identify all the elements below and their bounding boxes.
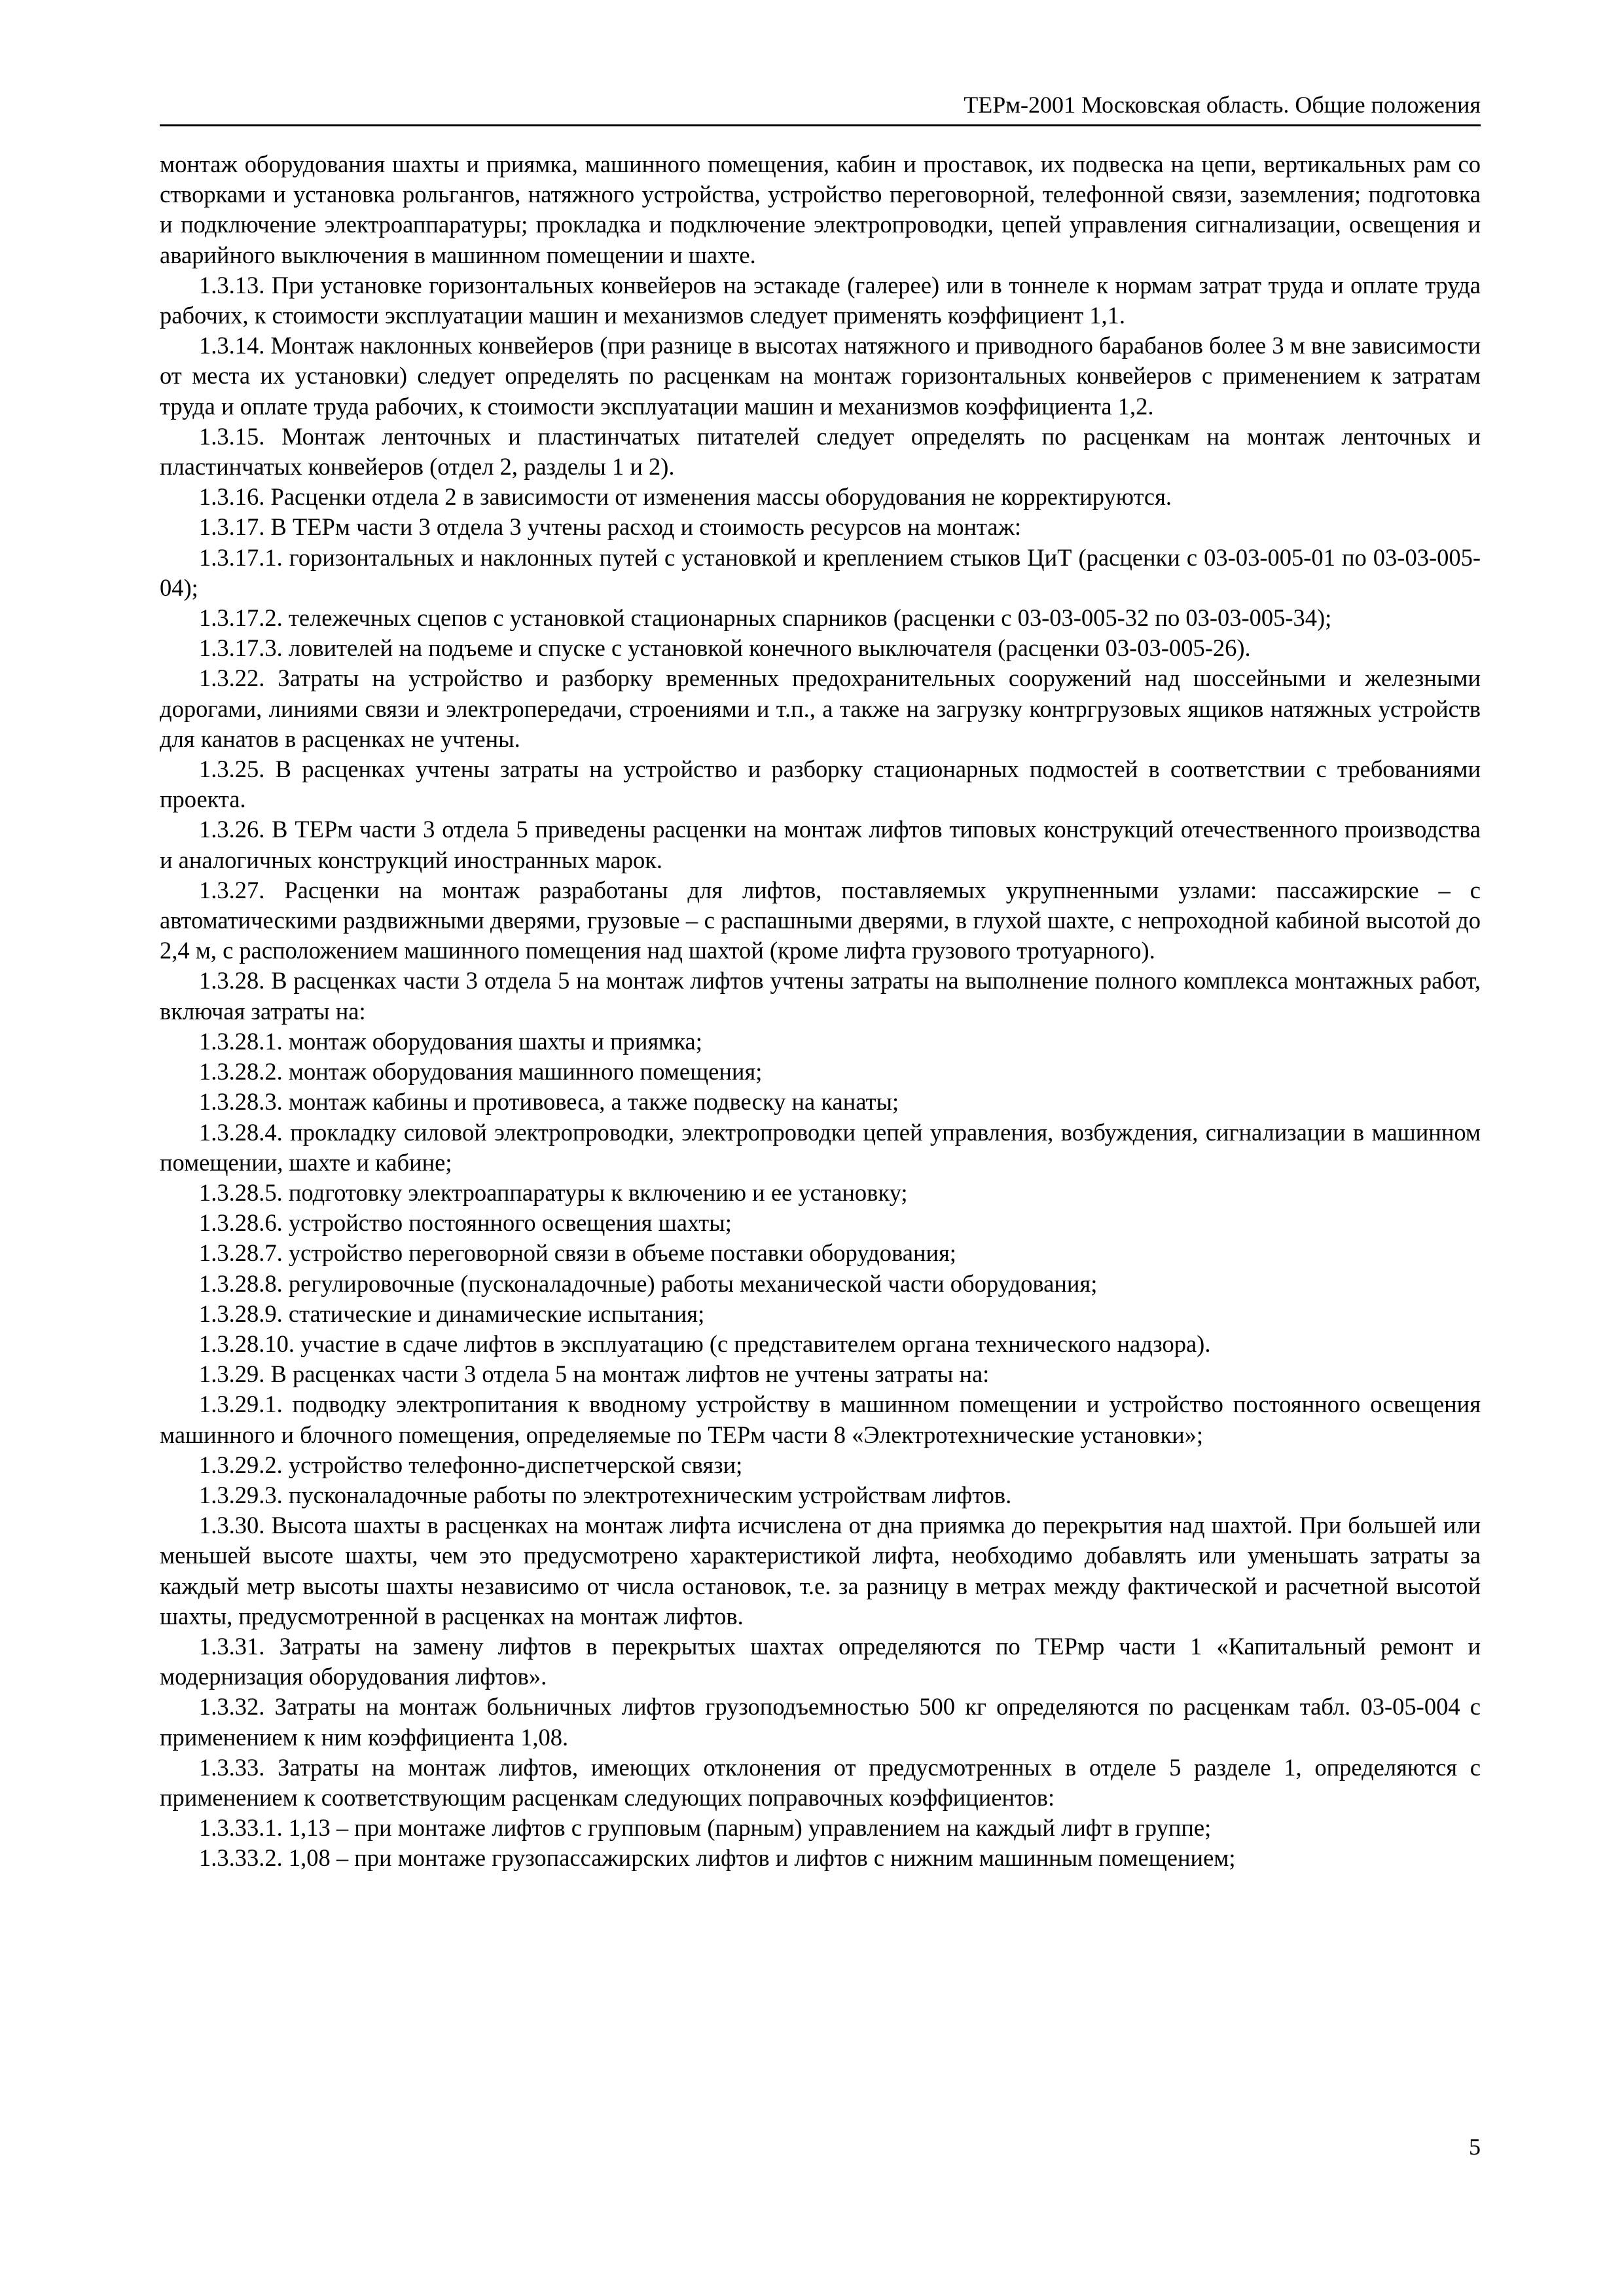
paragraph: 1.3.14. Монтаж наклонных конвейеров (при разнице в высотах натяжного и приводного барабанов более 3 м вне зависимости от места их установки) следует определять по расценкам на монтаж горизонтальных конвейеров с применением к затратам труда и оплате труда рабочих, к стоимости эксплуатации машин и механизмов коэффициента 1,2. [160,332,1481,420]
paragraph: 1.3.28.2. монтаж оборудования машинного помещения; [199,1058,763,1085]
paragraph: 1.3.29. В расценках части 3 отдела 5 на монтаж лифтов не учтены затраты на: [199,1360,990,1388]
paragraph: 1.3.29.2. устройство телефонно-диспетчерской связи; [199,1451,743,1478]
paragraph: 1.3.17.2. тележечных сцепов с установкой стационарных спарников (расценки с 03-03-005-32 по 03-03-005-34); [199,604,1332,632]
paragraph: 1.3.33.1. 1,13 – при монтаже лифтов с групповым (парным) управлением на каждый лифт в группе; [199,1814,1212,1842]
paragraph: 1.3.33. Затраты на монтаж лифтов, имеющих отклонения от предусмотренных в отделе 5 разделе 1, определяются с применением к соответствующим расценкам следующих поправочных коэффициентов: [160,1753,1481,1811]
paragraph: 1.3.33.2. 1,08 – при монтаже грузопассажирских лифтов и лифтов с нижним машинным помещением; [199,1844,1236,1872]
paragraph: 1.3.28.7. устройство переговорной связи в объеме поставки оборудования; [199,1239,956,1267]
paragraph: 1.3.15. Монтаж ленточных и пластинчатых питателей следует определять по расценкам на монтаж ленточных и пластинчатых конвейеров (отдел 2, разделы 1 и 2). [160,422,1481,481]
paragraph: 1.3.27. Расценки на монтаж разработаны для лифтов, поставляемых укрупненными узлами: пассажирские – с автоматическими раздвижными дверями, грузовые – с распашными дверями, в глухой шахте, с непроходной кабиной высотой до 2,4 м, с расположением машинного помещения над шахтой (кроме лифта грузового тротуарного). [160,876,1481,964]
paragraph: 1.3.28.10. участие в сдаче лифтов в эксплуатацию (с представителем органа технического надзора). [199,1330,1211,1357]
paragraph: 1.3.17. В ТЕРм части 3 отдела 3 учтены расход и стоимость ресурсов на монтаж: [199,513,1021,541]
paragraph: 1.3.28. В расценках части 3 отдела 5 на монтаж лифтов учтены затраты на выполнение полного комплекса монтажных работ, включая затраты на: [160,967,1481,1025]
paragraph: 1.3.28.5. подготовку электроаппаратуры к включению и ее установку; [199,1178,908,1206]
paragraph: 1.3.28.3. монтаж кабины и противовеса, а также подвеску на канаты; [199,1088,899,1116]
paragraph: 1.3.16. Расценки отдела 2 в зависимости от изменения массы оборудования не корректируются. [199,483,1172,511]
paragraph: 1.3.17.3. ловителей на подъеме и спуске с установкой конечного выключателя (расценки 03-03-005-26). [199,634,1251,662]
paragraph: 1.3.28.6. устройство постоянного освещения шахты; [199,1209,732,1237]
page-number: 5 [1469,2134,1481,2160]
paragraph: 1.3.17.1. горизонтальных и наклонных путей с установкой и креплением стыков ЦиТ (расценки с 03-03-005-01 по 03-03-005-04); [160,543,1481,601]
paragraph: 1.3.28.9. статические и динамические испытания; [199,1300,705,1327]
paragraph: 1.3.30. Высота шахты в расценках на монтаж лифта исчислена от дна приямка до перекрытия над шахтой. При большей или меньшей высоте шахты, чем это предусмотрено характеристикой лифта, необходимо добавлять или уменьшать затраты за каждый метр высоты шахты независимо от числа остановок, т.е. за разницу в метрах между фактической и расчетной высотой шахты, предусмотренной в расценках на монтаж лифтов. [160,1512,1481,1630]
body-text [160,149,1481,1874]
paragraph: 1.3.29.1. подводку электропитания к вводному устройству в машинном помещении и устройство постоянного освещения машинного и блочного помещения, определяемые по ТЕРм части 8 «Электротехнические установки»; [160,1391,1481,1448]
paragraph: 1.3.31. Затраты на замену лифтов в перекрытых шахтах определяются по ТЕРмр части 1 «Капитальный ремонт и модернизация оборудования лифтов». [160,1632,1481,1690]
paragraph: 1.3.32. Затраты на монтаж больничных лифтов грузоподъемностью 500 кг определяются по расценкам табл. 03-05-004 с применением к ним коэффициента 1,08. [160,1693,1481,1751]
paragraph: 1.3.28.4. прокладку силовой электропроводки, электропроводки цепей управления, возбуждения, сигнализации в машинном помещении, шахте и кабине; [160,1118,1481,1176]
paragraph: 1.3.29.3. пусконаладочные работы по электротехническим устройствам лифтов. [199,1481,1012,1508]
paragraph: 1.3.22. Затраты на устройство и разборку временных предохранительных сооружений над шоссейными и железными дорогами, линиями связи и электропередачи, строениями и т.п., а также на загрузку контргрузовых ящиков натяжных устройств для канатов в расценках не учтены. [160,665,1481,752]
paragraph: 1.3.26. В ТЕРм части 3 отдела 5 приведены расценки на монтаж лифтов типовых конструкций отечественного производства и аналогичных конструкций иностранных марок. [160,816,1481,873]
running-header: ТЕРм-2001 Московская область. Общие положения [160,89,1481,126]
paragraph: 1.3.13. При установке горизонтальных конвейеров на эстакаде (галерее) или в тоннеле к нормам затрат труда и оплате труда рабочих, к стоимости эксплуатации машин и механизмов следует применять коэффициент 1,1. [160,271,1481,329]
paragraph: монтаж оборудования шахты и приямка, машинного помещения, кабин и проставок, их подвеска на цепи, вертикальных рам со створками и установка рольгангов, натяжного устройства, устройство переговорной, телефонной связи, заземления; подготовка и подключение электроаппаратуры; прокладка и подключение электропроводки, цепей управления сигнализации, освещения и аварийного выключения в машинном помещении и шахте. [160,151,1481,268]
paragraph: 1.3.28.8. регулировочные (пусконаладочные) работы механической части оборудования; [199,1269,1098,1297]
paragraph: 1.3.25. В расценках учтены затраты на устройство и разборку стационарных подмостей в соответствии с требованиями проекта. [160,756,1481,813]
paragraph: 1.3.28.1. монтаж оборудования шахты и приямка; [199,1027,702,1055]
